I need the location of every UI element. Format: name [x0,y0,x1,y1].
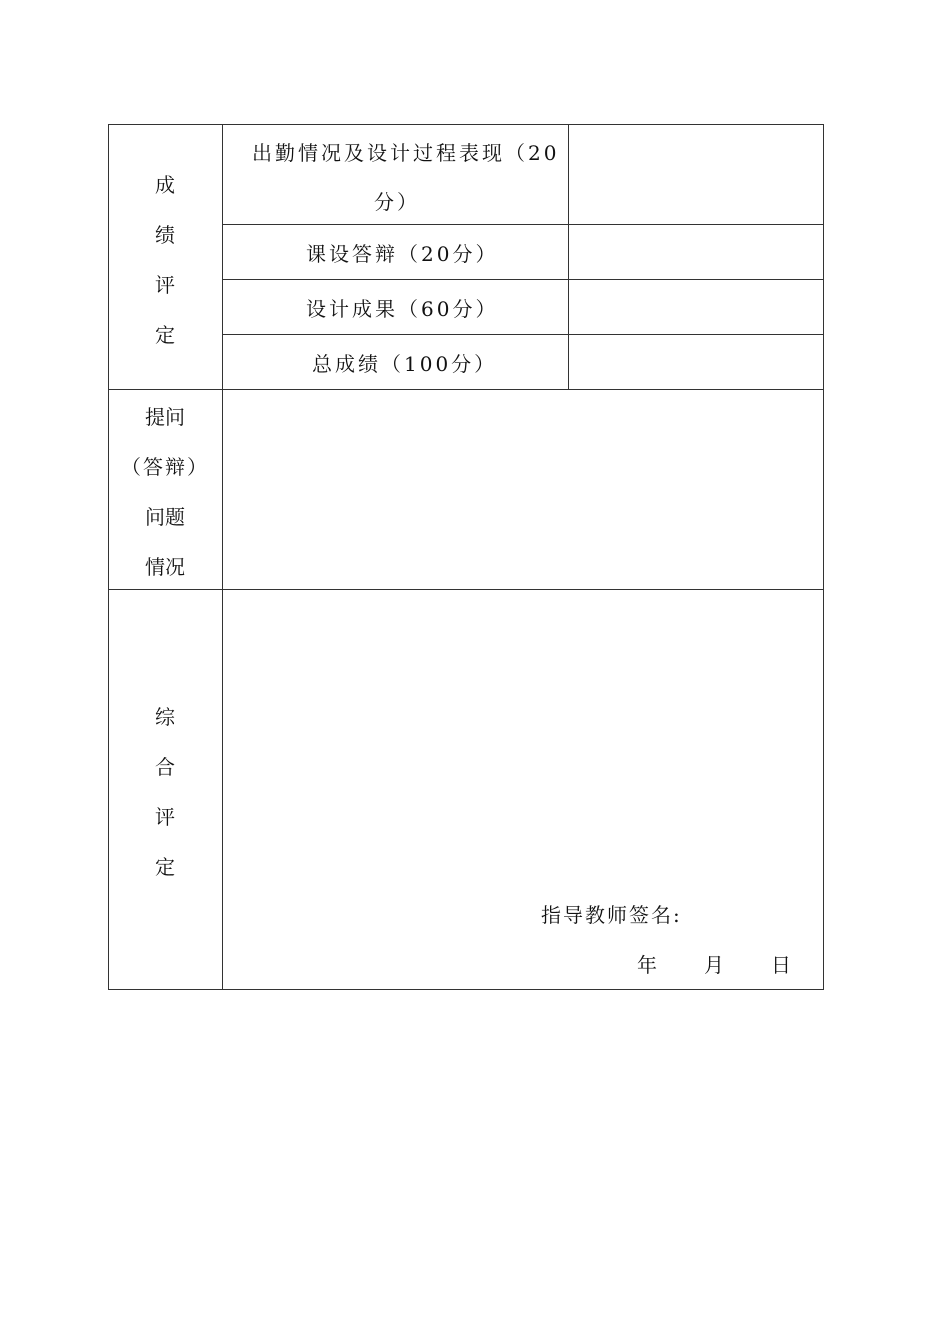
date-day: 日 [771,953,794,977]
advisor-signature-label: 指导教师签名: [541,903,682,927]
questions-label-line: （答辩） [121,455,209,479]
label-column-divider [222,124,223,990]
grade-row-divider-3 [222,334,824,335]
grade-label-char: 定 [155,323,175,347]
questions-label-line: 提问 [145,405,185,429]
grade-row-divider-1 [222,224,824,225]
total-grade-criteria: 总成绩（100分） [312,352,498,376]
evaluation-label-char: 综 [155,705,175,729]
grade-label-char: 成 [155,173,175,197]
grade-label-char: 绩 [155,223,175,247]
evaluation-label-char: 定 [155,855,175,879]
questions-section-label [108,407,222,577]
score-column-divider [568,124,569,390]
attendance-criteria-line1: 出勤情况及设计过程表现（20 [252,141,560,165]
attendance-criteria-line2: 分） [374,190,420,214]
design-result-criteria: 设计成果（60分） [306,297,499,321]
date-month: 月 [704,953,727,977]
questions-label-line: 情况 [145,555,185,579]
evaluation-section-label [108,707,222,877]
defense-criteria: 课设答辩（20分） [306,242,499,266]
section-divider-questions [108,389,824,390]
evaluation-label-char: 合 [155,755,175,779]
questions-label-line: 问题 [145,505,185,529]
grade-label-char: 评 [155,273,175,297]
grade-section-label [108,175,222,345]
date-year: 年 [637,953,660,977]
section-divider-evaluation [108,589,824,590]
evaluation-label-char: 评 [155,805,175,829]
grade-row-divider-2 [222,279,824,280]
